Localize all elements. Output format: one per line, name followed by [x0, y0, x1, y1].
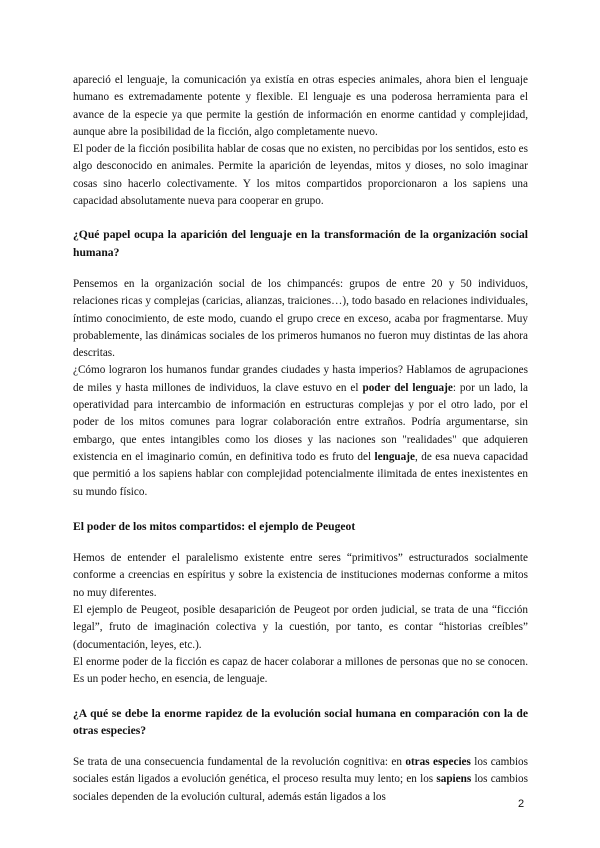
section-heading: El poder de los mitos compartidos: el ejemplo de Peugeot	[73, 519, 356, 533]
paragraph: El ejemplo de Peugeot, posible desaparición de Peugeot por orden judicial, se trata de una “ficción legal”, fruto de imaginación colectiva y la cuestión, por tanto, es contar “historias creíbles” (documentación, leyes, etc.).	[73, 604, 528, 651]
text-run: los cambios sociales dependen de la evolución cultural, además están ligados a los	[73, 773, 528, 803]
section-heading: ¿A qué se debe la enorme rapidez de la evolución social humana en comparación con la de otras especies?	[73, 706, 528, 737]
text-run: , de esa nueva capacidad que permitió a los sapiens hablar con complejidad potencialmente ilimitada de entes inexistentes en su mundo físico.	[73, 450, 528, 498]
bold-term: lenguaje	[374, 450, 415, 463]
paragraph	[73, 362, 528, 500]
bold-term: poder del lenguaje	[362, 381, 453, 394]
bold-term: otras especies	[405, 756, 471, 769]
paragraph	[73, 754, 528, 806]
paragraph: El poder de la ficción posibilita hablar de cosas que no existen, no percibidas por los sentidos, esto es algo desconocido en animales. Permite la aparición de leyendas, mitos y dioses, no solo imaginar cosas sino hacerlo colectivamente. Y los mitos compartidos proporcionaron a los sapiens una capacidad absolutamente nueva para cooperar en grupo.	[73, 143, 528, 208]
paragraph: El enorme poder de la ficción es capaz de hacer colaborar a millones de personas que no se conocen. Es un poder hecho, en esencia, de lenguaje.	[73, 655, 528, 686]
section-heading: ¿Qué papel ocupa la aparición del lenguaje en la transformación de la organización social humana?	[73, 228, 528, 259]
page-body	[73, 72, 528, 806]
text-run: ¿Cómo lograron los humanos fundar grandes ciudades y hasta imperios? Hablamos de agrupaciones de miles y hasta millones de individuos, la clave estuvo en el	[73, 364, 528, 394]
paragraph: apareció el lenguaje, la comunicación ya existía en otras especies animales, ahora bien el lenguaje humano es extremadamente potente y flexible. El lenguaje es una poderosa herramienta para el avance de la especie ya que permite la gestión de información en enorme cantidad y complejidad, aunque abre la posibilidad de la ficción, algo completamente nuevo.	[73, 74, 528, 138]
paragraph: Hemos de entender el paralelismo existente entre seres “primitivos” estructurados socialmente conforme a creencias en espíritus y sobre la existencia de instituciones modernas conforme a mitos no muy diferentes.	[73, 552, 528, 599]
text-run: : por un lado, la operatividad para intercambio de información en estructuras complejas y por el otro lado, por el poder de los mitos comunes para lograr colaboración entre extraños. Podría argumentarse, sin embargo, que entes intangibles como los dioses y las naciones son "realidades" que adquieren existencia en el imaginario común, en definitiva todo es fruto del	[73, 381, 528, 463]
page-number: 2	[518, 798, 525, 810]
text-run: Se trata de una consecuencia fundamental de la revolución cognitiva: en	[73, 756, 406, 769]
paragraph: Pensemos en la organización social de los chimpancés: grupos de entre 20 y 50 individuos, relaciones ricas y complejas (caricias, alianzas, traiciones…), todo basado en relaciones individuales, íntimo conocimiento, de este modo, cuando el grupo crece en exceso, acaba por fragmentarse. Muy probablemente, las dinámicas sociales de los primeros humanos no fueron muy distintas de las ahora descritas.	[73, 277, 528, 360]
text-run: los cambios sociales están ligados a evolución genética, el proceso resulta muy lento; en los	[73, 756, 529, 786]
bold-term: sapiens	[436, 773, 472, 786]
